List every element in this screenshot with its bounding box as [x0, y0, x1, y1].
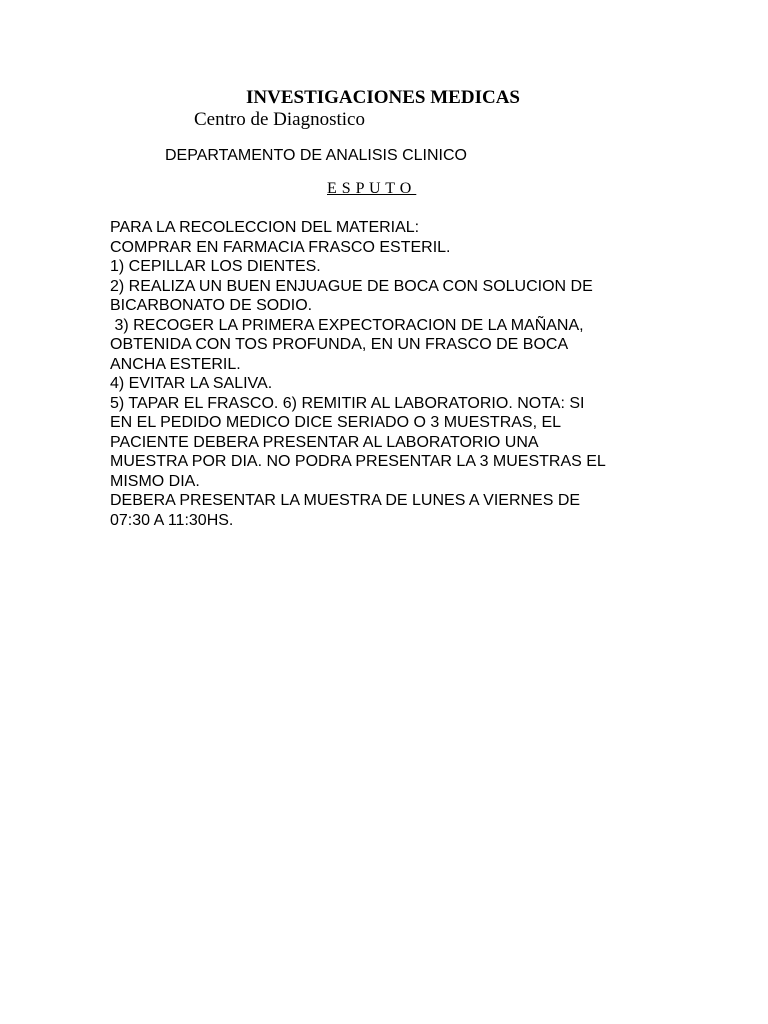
instruction-line: 2) REALIZA UN BUEN ENJUAGUE DE BOCA CON SOLUCION DE	[110, 277, 593, 295]
instructions-body	[110, 218, 670, 530]
instruction-line: 1) CEPILLAR LOS DIENTES.	[110, 258, 321, 275]
document-subtitle: Centro de Diagnostico	[194, 109, 365, 130]
instruction-line: 3) RECOGER LA PRIMERA EXPECTORACION DE LA MAÑANA,	[110, 316, 584, 334]
instruction-line: ANCHA ESTERIL.	[110, 355, 241, 373]
instruction-line: COMPRAR EN FARMACIA FRASCO ESTERIL.	[110, 238, 451, 256]
instruction-line: DEBERA PRESENTAR LA MUESTRA DE LUNES A VIERNES DE	[110, 492, 581, 509]
department-heading: DEPARTAMENTO DE ANALISIS CLINICO	[165, 147, 467, 164]
instruction-line: OBTENIDA CON TOS PROFUNDA, EN UN FRASCO DE BOCA	[110, 336, 569, 353]
instruction-line: 07:30 A 11:30HS.	[110, 511, 234, 529]
instruction-line: MISMO DIA.	[110, 472, 200, 490]
exam-heading: E S P U T O	[327, 180, 417, 197]
instruction-line: PARA LA RECOLECCION DEL MATERIAL:	[110, 219, 420, 236]
instruction-line: EN EL PEDIDO MEDICO DICE SERIADO O 3 MUESTRAS, EL	[110, 414, 562, 431]
instruction-line: 4) EVITAR LA SALIVA.	[110, 375, 273, 392]
instruction-line: 5) TAPAR EL FRASCO. 6) REMITIR AL LABORATORIO. NOTA: SI	[110, 394, 585, 412]
instruction-line: BICARBONATO DE SODIO.	[110, 297, 313, 314]
instruction-line: MUESTRA POR DIA. NO PODRA PRESENTAR LA 3 MUESTRAS EL	[110, 453, 606, 470]
document-title: INVESTIGACIONES MEDICAS	[246, 87, 520, 108]
instruction-line: PACIENTE DEBERA PRESENTAR AL LABORATORIO UNA	[110, 433, 539, 451]
